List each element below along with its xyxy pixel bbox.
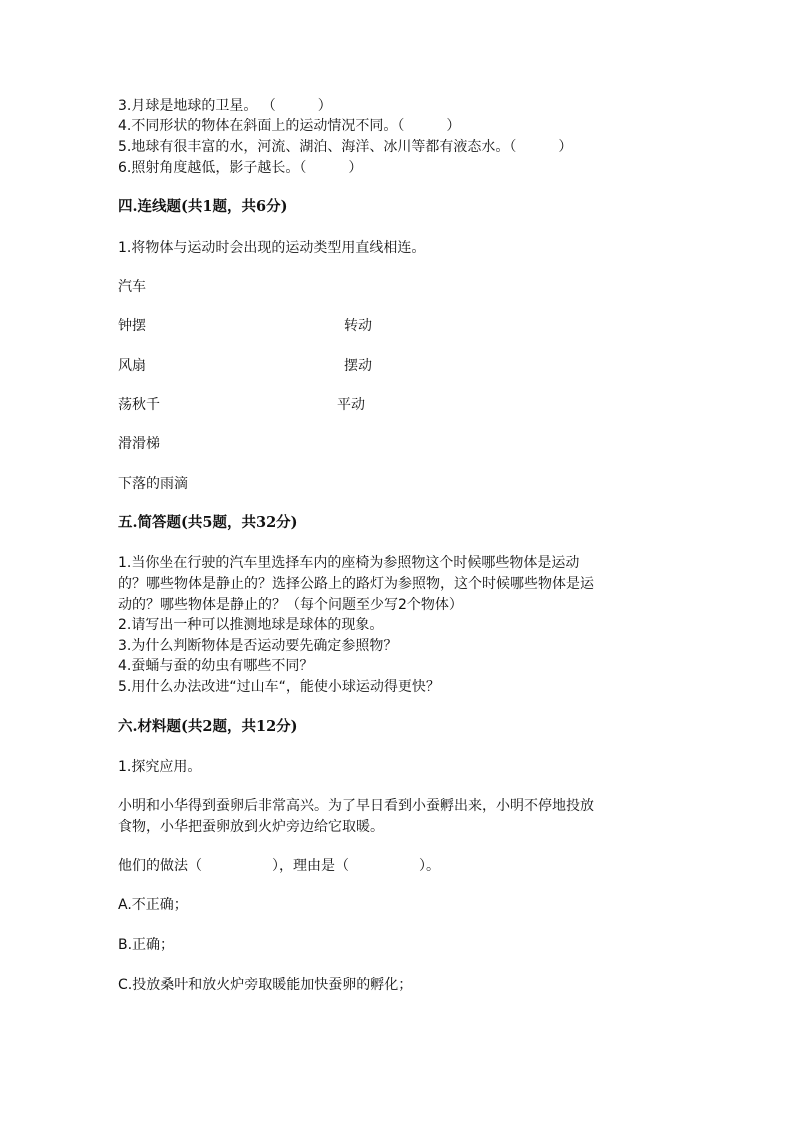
material-option-a: A.不正确； <box>118 897 188 913</box>
tf-item-6: 6.照射角度越低，影子越长。（ ） <box>118 160 363 176</box>
short-answer-q1-line: 1.当你坐在行驶的汽车里选择车内的座椅为参照物这个时候哪些物体是运动 <box>118 555 580 571</box>
material-passage-line: 食物，小华把蚕卵放到火炉旁边给它取暖。 <box>118 819 384 835</box>
section-heading-short-answer: 五.简答题(共5题，共32分) <box>118 514 298 531</box>
short-answer-q1-line: 动的？哪些物体是静止的？（每个问题至少写2个物体） <box>118 597 463 613</box>
section-heading-matching: 四.连线题(共1题，共6分) <box>118 198 288 215</box>
short-answer-q4: 4.蚕蛹与蚕的幼虫有哪些不同？ <box>118 658 314 674</box>
tf-item-5: 5.地球有很丰富的水，河流、湖泊、海洋、冰川等都有液态水。（ ） <box>118 139 573 155</box>
motion-type-item: 摆动 <box>344 358 372 374</box>
motion-type-item: 转动 <box>344 318 372 334</box>
tf-item-3: 3.月球是地球的卫星。 （ ） <box>118 98 332 114</box>
object-item: 荡秋千 <box>118 397 160 413</box>
object-item: 滑滑梯 <box>118 436 160 452</box>
object-item: 钟摆 <box>118 318 146 334</box>
short-answer-q3: 3.为什么判断物体是否运动要先确定参照物？ <box>118 638 398 654</box>
material-passage-line: 小明和小华得到蚕卵后非常高兴。为了早日看到小蚕孵出来，小明不停地投放 <box>118 798 594 814</box>
motion-type-item: 平动 <box>337 397 365 413</box>
short-answer-q2: 2.请写出一种可以推测地球是球体的现象。 <box>118 617 384 633</box>
tf-item-4: 4.不同形状的物体在斜面上的运动情况不同。（ ） <box>118 118 461 134</box>
material-option-c: C.投放桑叶和放火炉旁取暖能加快蚕卵的孵化； <box>118 977 413 993</box>
matching-question: 1.将物体与运动时会出现的运动类型用直线相连。 <box>118 240 426 256</box>
object-item: 下落的雨滴 <box>118 476 188 492</box>
object-item: 风扇 <box>118 358 146 374</box>
short-answer-q1-line: 的？哪些物体是静止的？选择公路上的路灯为参照物，这个时候哪些物体是运 <box>118 576 594 592</box>
short-answer-q5: 5.用什么办法改进“过山车“，能使小球运动得更快？ <box>118 679 440 695</box>
section-heading-material: 六.材料题(共2题，共12分) <box>118 718 298 735</box>
material-option-b: B.正确； <box>118 937 175 953</box>
material-question: 1.探究应用。 <box>118 759 202 775</box>
material-prompt: 他们的做法（ ），理由是（ ）。 <box>118 858 440 874</box>
object-item: 汽车 <box>118 279 146 295</box>
